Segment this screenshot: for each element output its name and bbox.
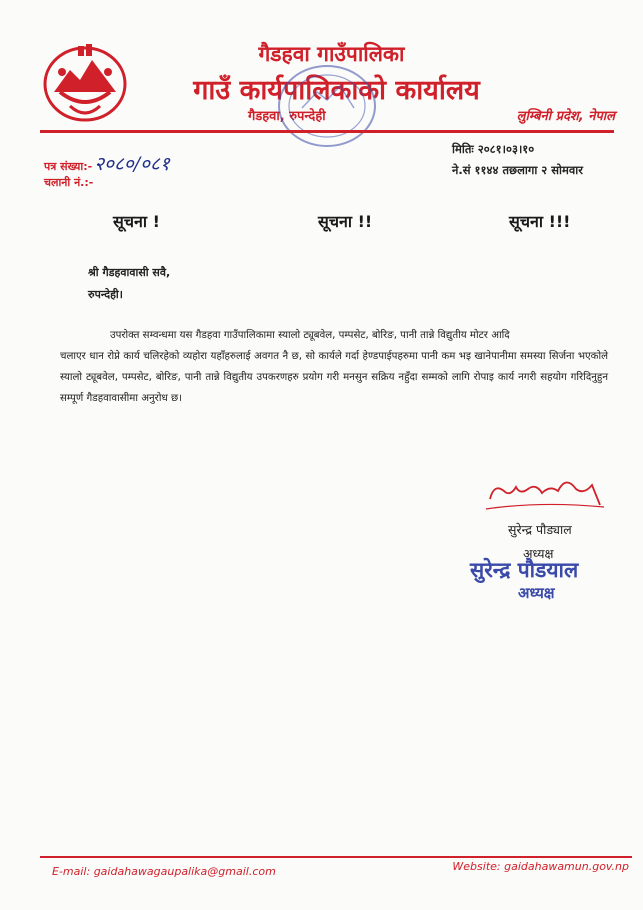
dispatch-number-label: चलानी नं.:- bbox=[44, 176, 94, 189]
footer-divider bbox=[40, 856, 632, 858]
notice-heading-1: सूचना ! bbox=[113, 212, 160, 231]
nepal-sambat-date: ने.सं ११४४ तछलागा २ सोमवार bbox=[452, 163, 583, 177]
signatory-name: सुरेन्द्र पौड्याल bbox=[508, 522, 572, 537]
recipient-line: श्री गैडहवावासी सवै, bbox=[88, 266, 171, 279]
recipient-line: रुपन्देही। bbox=[88, 288, 123, 301]
stamp-name: सुरेन्द्र पौडयाल bbox=[470, 557, 579, 582]
signatory-title: अध्यक्ष bbox=[523, 546, 554, 561]
header-divider bbox=[40, 130, 614, 133]
body-continuation: चलाएर धान रोप्ने कार्य चलिरहेको व्यहोरा यहाँहरुलाई अवगत नै छ, सो कार्यले गर्दा हेण्डपाईपहरुमा पानी कम भइ खानेपानीमा समस्या सिर्जना भएकोले स्यालो ट्यूबवेल, पम्पसेट, बोरिङ, पानी तान्ने विद्युतीय उपकरणहरु प्रयोग गरी मनसुन सक्रिय नहुँदा सम्मको लागि रोपाइ कार्य नगरी सहयोग गरिदिनुहुन सम्पूर्ण गैडहवावासीमा अनुरोध छ। bbox=[60, 351, 608, 404]
notice-heading-2: सूचना !! bbox=[318, 212, 373, 231]
recipient-block bbox=[88, 262, 170, 306]
stamp-title: अध्यक्ष bbox=[518, 584, 555, 602]
footer-email: E-mail: gaidahawagaupalika@gmail.com bbox=[52, 865, 276, 878]
body-first-line: उपरोक्त सम्वन्धमा यस गैडहवा गाउँपालिकामा स्यालो ट्यूबवेल, पम्पसेट, बोरिङ, पानी तान्ने विद्युतीय मोटर आदि bbox=[110, 330, 510, 341]
notice-heading-3: सूचना !!! bbox=[509, 212, 571, 231]
letter-number bbox=[44, 150, 170, 176]
footer-website: Website: gaidahawamun.gov.np bbox=[452, 860, 629, 873]
office-address: गैडहवा, रुपन्देही bbox=[248, 109, 326, 124]
notice-body bbox=[60, 325, 608, 409]
office-seal-icon bbox=[262, 58, 392, 158]
municipality-name: गैडहवा गाउँपालिका bbox=[258, 42, 405, 66]
office-name: गाउँ कार्यपालिकाको कार्यालय bbox=[193, 75, 480, 106]
letter-date: मितिः २०८१।०३।१० bbox=[452, 142, 535, 156]
letter-number-label: पत्र संख्या:- bbox=[44, 160, 93, 173]
letter-number-value: २०८०/०८१ bbox=[94, 153, 170, 175]
signature-icon bbox=[480, 465, 610, 523]
province-label: लुम्बिनी प्रदेश, नेपाल bbox=[516, 109, 615, 124]
